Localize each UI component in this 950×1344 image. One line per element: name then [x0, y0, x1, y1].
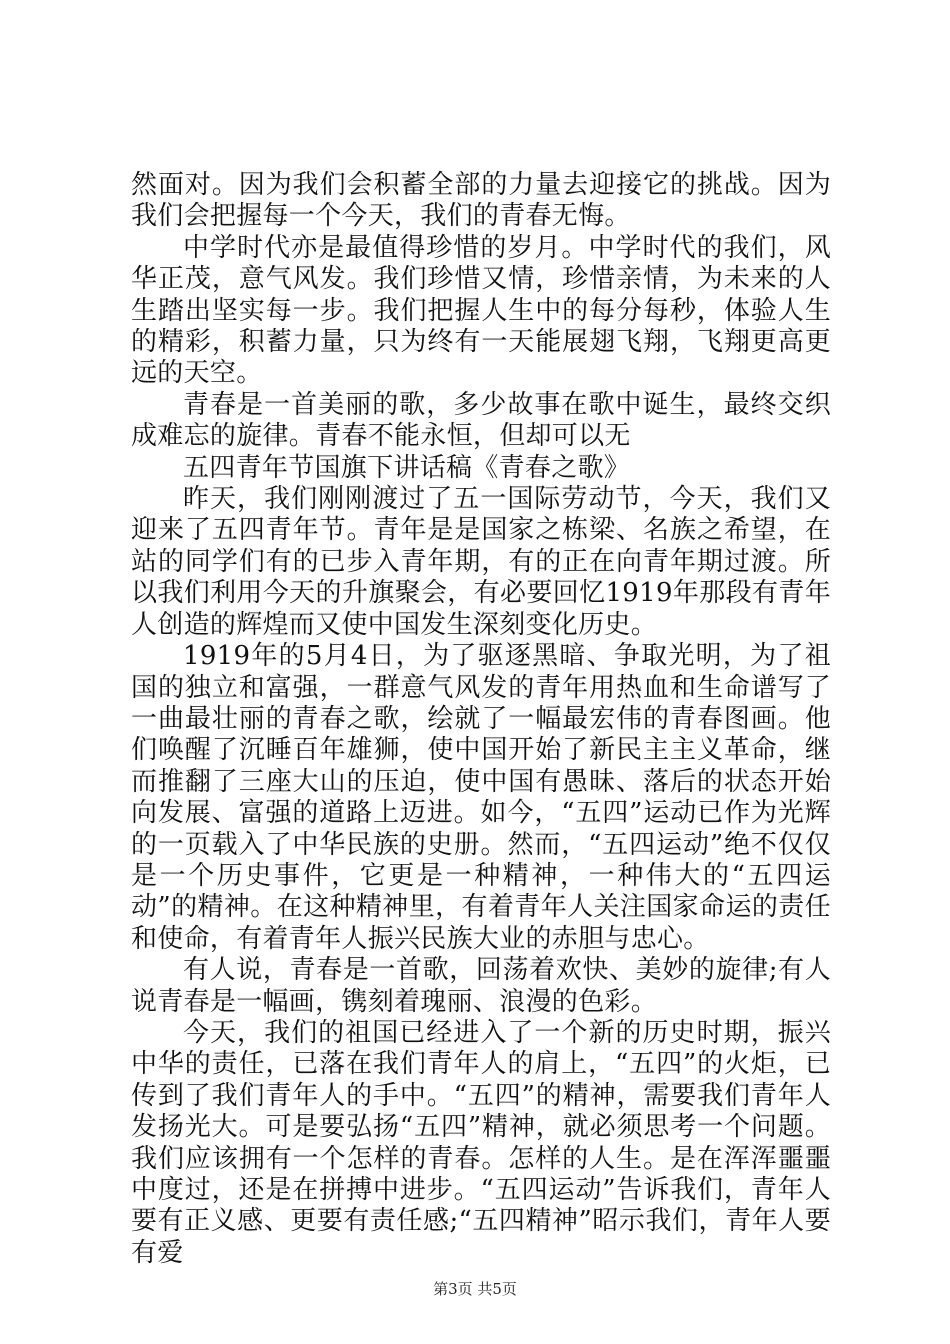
paragraph: 有人说，青春是一首歌，回荡着欢快、美妙的旋律;有人说青春是一幅画，镌刻着瑰丽、浪漫的色彩。 [131, 955, 831, 1017]
paragraph: 青春是一首美丽的歌，多少故事在歌中诞生，最终交织成难忘的旋律。青春不能永恒，但却可以无 [131, 389, 831, 452]
document-body [131, 170, 831, 1269]
paragraph: 1919年的5月4日，为了驱逐黑暗、争取光明，为了祖国的独立和富强，一群意气风发的青年用热血和生命谱写了一曲最壮丽的青春之歌，绘就了一幅最宏伟的青春图画。他们唤醒了沉睡百年雄狮，使中国开始了新民主主义革命，继而推翻了三座大山的压迫，使中国有愚昧、落后的状态开始向发展、富强的道路上迈进。如今，“五四”运动已作为光辉的一页载入了中华民族的史册。然而，“五四运动”绝不仅仅是一个历史事件，它更是一种精神，一种伟大的“五四运动”的精神。在这种精神里，有着青年人关注国家命运的责任和使命，有着青年人振兴民族大业的赤胆与忠心。 [131, 641, 831, 954]
paragraph: 昨天，我们刚刚渡过了五一国际劳动节，今天，我们又迎来了五四青年节。青年是是国家之栋梁、名族之希望，在站的同学们有的已步入青年期，有的正在向青年期过渡。所以我们利用今天的升旗聚会，有必要回忆1919年那段有青年人创造的辉煌而又使中国发生深刻变化历史。 [131, 484, 831, 640]
page-number-footer: 第3页 共5页 [433, 1280, 517, 1298]
paragraph: 然面对。因为我们会积蓄全部的力量去迎接它的挑战。因为我们会把握每一个今天，我们的青春无悔。 [131, 170, 831, 232]
paragraph: 中学时代亦是最值得珍惜的岁月。中学时代的我们，风华正茂，意气风发。我们珍惜又情，珍惜亲情，为未来的人生踏出坚实每一步。我们把握人生中的每分每秒，体验人生的精彩，积蓄力量，只为终有一天能展翅飞翔，飞翔更高更远的天空。 [131, 232, 831, 389]
paragraph: 今天，我们的祖国已经进入了一个新的历史时期，振兴中华的责任，已落在我们青年人的肩上，“五四”的火炬，已传到了我们青年人的手中。“五四”的精神，需要我们青年人发扬光大。可是要弘扬“五四”精神，就必须思考一个问题。我们应该拥有一个怎样的青春。怎样的人生。是在浑浑噩噩中度过，还是在拼搏中进步。“五四运动”告诉我们，青年人要有正义感、更要有责任感;“五四精神”昭示我们，青年人要有爱 [131, 1017, 831, 1268]
section-title: 五四青年节国旗下讲话稿《青春之歌》 [183, 452, 631, 483]
